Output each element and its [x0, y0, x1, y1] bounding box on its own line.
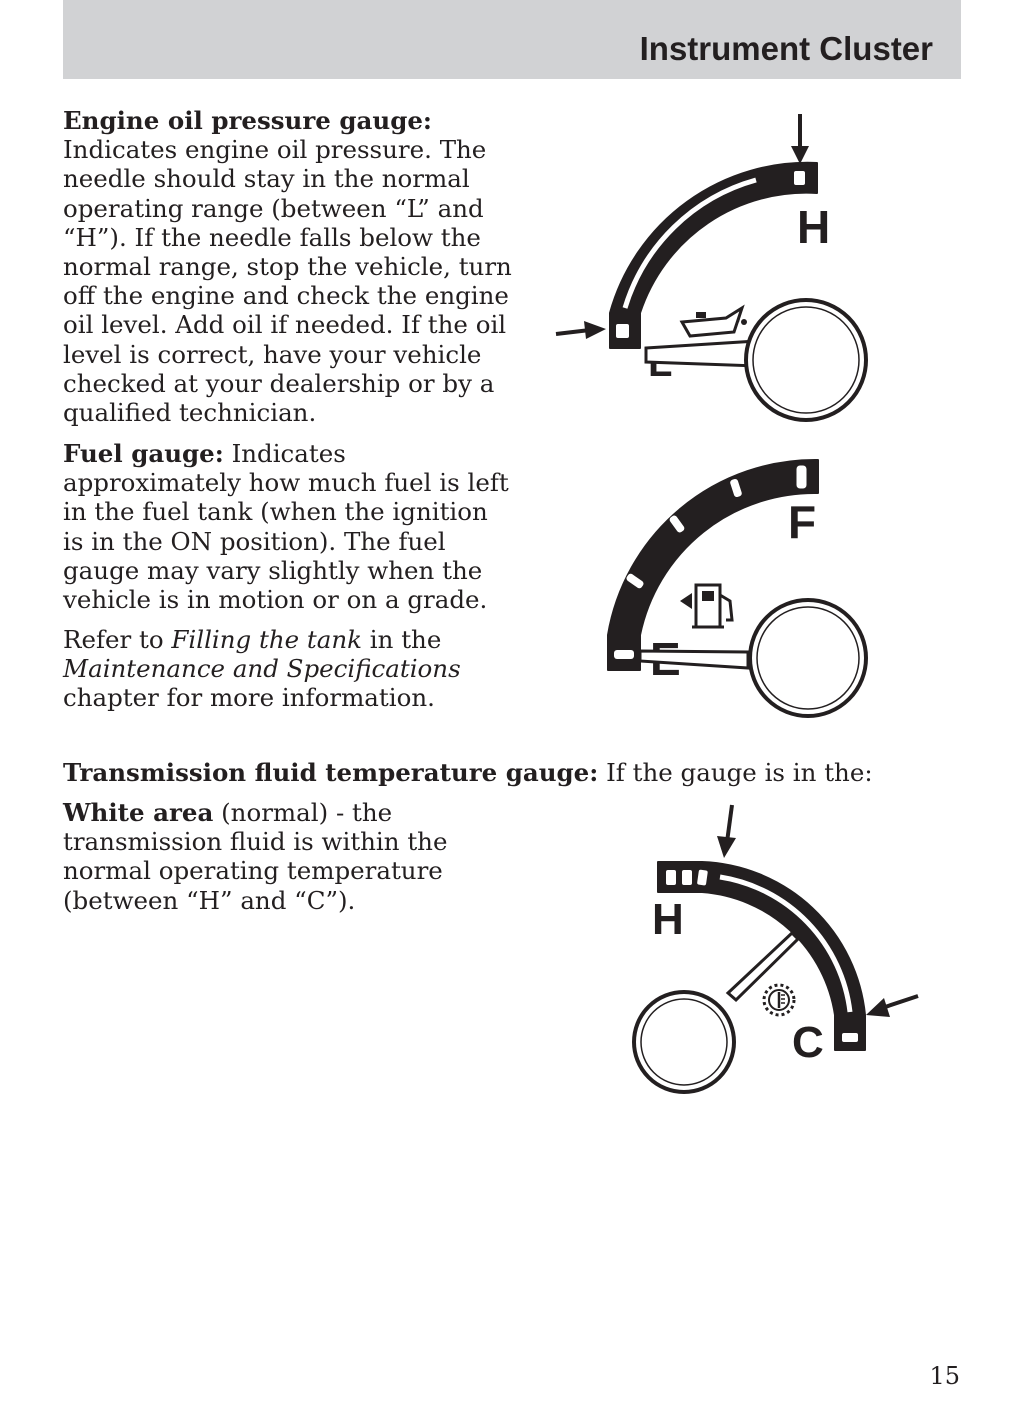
fuel-gauge-paragraph [63, 439, 513, 614]
oil-gauge-high-arrow-head [791, 146, 809, 164]
transmission-gauge-cold-arrow-shaft [882, 996, 918, 1008]
oil-gauge-low-mark [616, 324, 629, 338]
oil-gauge-heading: Engine oil pressure gauge: [63, 106, 432, 135]
transmission-gauge-hot-mark-2 [682, 870, 692, 885]
header-bar [63, 0, 961, 79]
transmission-gauge-hot-label: H [652, 895, 684, 944]
page-number: 15 [929, 1362, 960, 1390]
fuel-gauge-heading: Fuel gauge: [63, 439, 224, 468]
oil-gauge-high-mark [794, 171, 805, 185]
refer-mid: in the [369, 625, 442, 654]
white-area-heading: White area [63, 798, 214, 827]
transmission-gauge-heading: Transmission fluid temperature gauge: [63, 758, 599, 787]
oil-gauge-needle-hub [746, 300, 866, 420]
fuel-gauge-full-label: F [788, 496, 817, 548]
fuel-gauge-tick-empty [614, 650, 634, 659]
oil-can-icon [682, 308, 747, 336]
white-area-body: (normal) - the transmission fluid is within the normal operating temperature (between “H” and “C”). [63, 798, 448, 915]
transmission-gauge-body: If the gauge is in the: [606, 758, 873, 787]
oil-gauge-paragraph [63, 106, 513, 427]
transmission-gauge-cold-arrow-head [866, 998, 890, 1017]
white-area-paragraph [63, 798, 483, 915]
transmission-gauge-paragraph [63, 758, 943, 787]
fuel-gauge-illustration [598, 455, 880, 720]
transmission-gauge-cold-mark [842, 1033, 858, 1042]
fuel-gauge-body: Indicates approximately how much fuel is left in the fuel tank (when the ignition is in the ON position). The fuel gauge may vary slightly when the vehicle is in motion or on a grade. [63, 439, 509, 615]
section-title: Instrument Cluster [639, 30, 933, 67]
fuel-gauge-tick-full [797, 466, 806, 488]
transmission-temperature-gauge-illustration [620, 800, 930, 1095]
fuel-pump-icon [680, 585, 732, 627]
oil-gauge-high-label: H [797, 201, 831, 253]
transmission-gauge-needle-hub [634, 992, 734, 1092]
refer-link-maintenance: Maintenance and Specifications [63, 654, 461, 684]
refer-paragraph [63, 625, 513, 713]
refer-prefix: Refer to [63, 625, 164, 654]
transmission-gauge-hot-mark-1 [666, 870, 676, 885]
refer-suffix: chapter for more information. [63, 683, 435, 713]
transmission-gauge-hot-arrow-head [717, 836, 736, 858]
transmission-gauge-cold-label: C [792, 1018, 824, 1067]
transmission-temperature-icon [764, 985, 794, 1015]
transmission-gauge-hot-arrow-shaft [727, 805, 732, 842]
oil-gauge-body: Indicates engine oil pressure. The needle should stay in the normal operating range (between “L” and “H”). If the needle falls below the normal range, stop the vehicle, turn off the engine and check the engine oil level. Add oil if needed. If the oil level is correct, have your vehicle checked at your dealership or by a qualified technician. [63, 135, 512, 428]
refer-link-filling-tank: Filling the tank [171, 625, 362, 654]
oil-gauge-low-arrow-head [584, 321, 606, 339]
fuel-gauge-needle-hub [750, 600, 866, 716]
oil-pressure-gauge-illustration [550, 108, 880, 418]
oil-gauge-low-arrow-shaft [556, 330, 590, 334]
